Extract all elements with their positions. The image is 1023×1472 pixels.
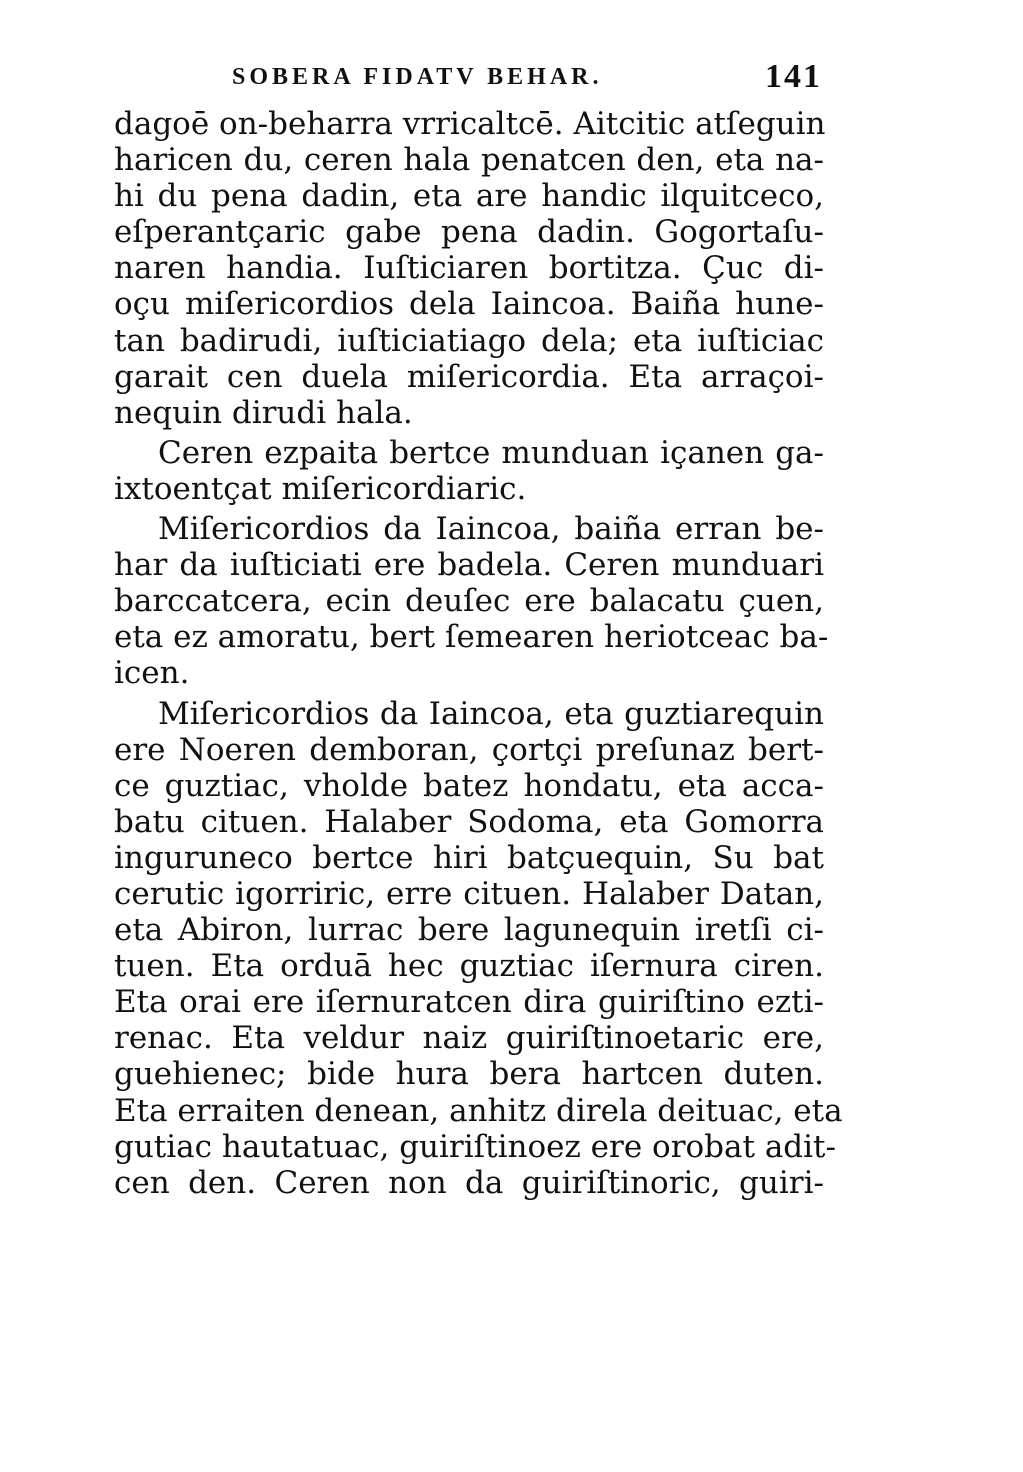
text-line: tan badirudi, iuſticiatiago dela; eta iuſticiac — [114, 322, 824, 359]
running-title: SOBERA FIDATV BEHAR. — [232, 64, 603, 90]
text-line: guehienec; bide hura bera hartcen duten. — [114, 1056, 824, 1093]
text-line: eſperantçaric gabe pena dadin. Gogortaſu- — [114, 214, 824, 251]
paragraph-4 — [114, 695, 843, 1201]
text-line: Miſericordios da Iaincoa, eta guztiarequin — [158, 695, 824, 732]
text-line: har da iuſticiati ere badela. Ceren munduari — [114, 547, 824, 584]
text-line: Miſericordios da Iaincoa, baiña erran be- — [158, 511, 824, 548]
text-line: renac. Eta veldur naiz guiriſtinoetaric ere, — [114, 1020, 824, 1057]
text-line: eta ez amoratu, bert ſemearen heriotceac ba- — [114, 619, 829, 656]
text-line: Ceren ezpaita bertce munduan içanen ga- — [158, 434, 824, 471]
paragraph-3 — [114, 511, 829, 692]
text-line: nequin dirudi hala. — [114, 394, 413, 431]
text-line: Eta erraiten denean, anhitz direla deituac, eta — [114, 1092, 843, 1129]
text-line: hi du pena dadin, eta are handic ilquitceco, — [114, 178, 824, 215]
running-head — [232, 58, 822, 98]
text-line: inguruneco bertce hiri batçuequin, Su bat — [114, 839, 824, 876]
text-line: haricen du, ceren hala penatcen den, eta na- — [114, 142, 824, 179]
text-line: icen. — [114, 655, 190, 692]
text-line: Eta orai ere iſernuratcen dira guiriſtino ezti- — [114, 984, 824, 1021]
text-line: cen den. Ceren non da guiriſtinoric, guiri- — [114, 1164, 824, 1201]
text-line: naren handia. Iuſticiaren bortitza. Çuc di- — [114, 250, 824, 287]
text-line: garait cen duela miſericordia. Eta arraçoi- — [114, 358, 824, 395]
text-line: ere Noeren demboran, çortçi preſunaz bert- — [114, 731, 824, 768]
text-line: dagoē on-beharra vrricaltcē. Aitcitic atſeguin — [114, 106, 826, 142]
body-text — [114, 106, 843, 1201]
text-line: ce guztiac, vholde batez hondatu, eta acca- — [114, 767, 824, 804]
text-line: cerutic igorriric, erre cituen. Halaber Datan, — [114, 875, 824, 912]
text-line: gutiac hautatuac, guiriſtinoez ere orobat adit- — [114, 1128, 836, 1165]
text-line: ixtoentçat miſericordiaric. — [114, 470, 527, 507]
text-line: barccatcera, ecin deuſec ere balacatu çuen, — [114, 583, 824, 620]
text-line: eta Abiron, lurrac bere lagunequin iretſi ci- — [114, 912, 824, 949]
paragraph-1 — [114, 106, 824, 431]
text-line: tuen. Eta orduā hec guztiac iſernura ciren. — [114, 948, 824, 985]
paragraph-2 — [114, 435, 824, 507]
page-number: 141 — [765, 58, 822, 95]
text-line: batu cituen. Halaber Sodoma, eta Gomorra — [114, 803, 824, 840]
text-line: oçu miſericordios dela Iaincoa. Baiña hune- — [114, 286, 824, 323]
